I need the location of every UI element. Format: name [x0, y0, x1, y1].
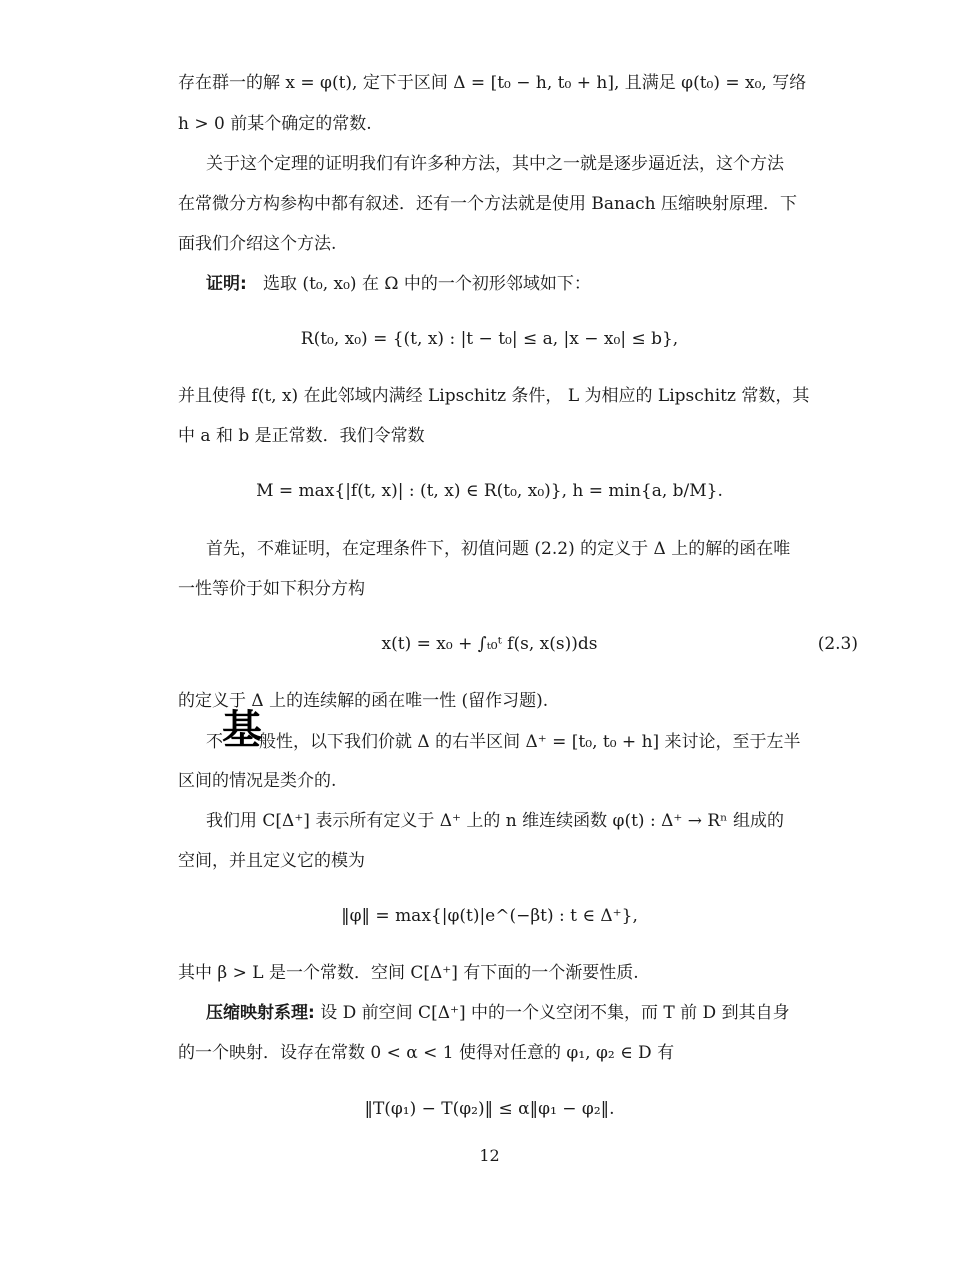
text-line: 存在群一的解 x = φ(t), 定下于区间 Δ = [t₀ − h, t₀ + h], 且满足 φ(t₀) = x₀, 写络: [178, 73, 807, 93]
text-line: 关于这个定理的证明我们有许多种方法，其中之一就是逐步逼近法，这个方法: [206, 154, 784, 174]
overlay-stamp-glyph: 基: [222, 707, 262, 753]
text-line: 空间，并且定义它的模为: [178, 851, 365, 871]
proof-label: 证明:: [206, 274, 247, 294]
text-fragment: 般性，以下我们价就 Δ 的右半区间 Δ⁺ = [t₀, t₀ + h] 来讨论，至于左半: [259, 732, 801, 752]
text-line: [206, 731, 801, 753]
text-line: 一性等价于如下积分方构: [178, 579, 365, 599]
text-line: [206, 273, 591, 295]
theorem-label: 压缩映射系理:: [206, 1003, 315, 1023]
text-line: 并且使得 f(t, x) 在此邻域内满经 Lipschitz 条件， L 为相应的 Lipschitz 常数，其: [178, 386, 810, 406]
text-line: 首先，不难证明，在定理条件下，初值问题 (2.2) 的定义于 Δ 上的解的函在唯: [206, 539, 791, 559]
display-equation: M = max{|f(t, x)| : (t, x) ∈ R(t₀, x₀)}, h = min{a, b/M}.: [256, 481, 723, 501]
display-equation: ‖T(φ₁) − T(φ₂)‖ ≤ α‖φ₁ − φ₂‖.: [364, 1099, 615, 1119]
text-line: 在常微分方构参构中都有叙述．还有一个方法就是使用 Banach 压缩映射原理．下: [178, 194, 797, 214]
proof-text: 选取 (t₀, x₀) 在 Ω 中的一个初形邻域如下：: [263, 274, 591, 294]
text-line: 中 a 和 b 是正常数．我们令常数: [178, 426, 425, 446]
text-line: 的一个映射．设存在常数 0 < α < 1 使得对任意的 φ₁, φ₂ ∈ D 有: [178, 1043, 675, 1063]
text-line: 面我们介绍这个方法.: [178, 234, 337, 254]
text-line: h > 0 前某个确定的常数.: [178, 114, 372, 134]
text-line: [206, 1002, 790, 1024]
display-equation: ‖φ‖ = max{|φ(t)|e^(−βt) : t ∈ Δ⁺},: [341, 906, 638, 926]
page-number: 12: [479, 1146, 500, 1165]
theorem-text: 设 D 前空间 C[Δ⁺] 中的一个义空闭不集，而 T 前 D 到其自身: [320, 1003, 790, 1023]
text-fragment: 不: [206, 732, 223, 752]
text-line: 我们用 C[Δ⁺] 表示所有定义于 Δ⁺ 上的 n 维连续函数 φ(t) : Δ⁺ → Rⁿ 组成的: [206, 811, 784, 831]
display-equation: R(t₀, x₀) = {(t, x) : |t − t₀| ≤ a, |x − x₀| ≤ b},: [300, 329, 679, 349]
text-line: 区间的情况是类介的.: [178, 771, 337, 791]
text-line: 的定义于 Δ 上的连续解的函在唯一性 (留作习题).: [178, 691, 549, 711]
text-line: 其中 β > L 是一个常数．空间 C[Δ⁺] 有下面的一个渐要性质.: [178, 963, 639, 983]
equation-number: (2.3): [817, 634, 858, 654]
display-equation: x(t) = x₀ + ∫ₜ₀ᵗ f(s, x(s))ds: [381, 634, 598, 654]
